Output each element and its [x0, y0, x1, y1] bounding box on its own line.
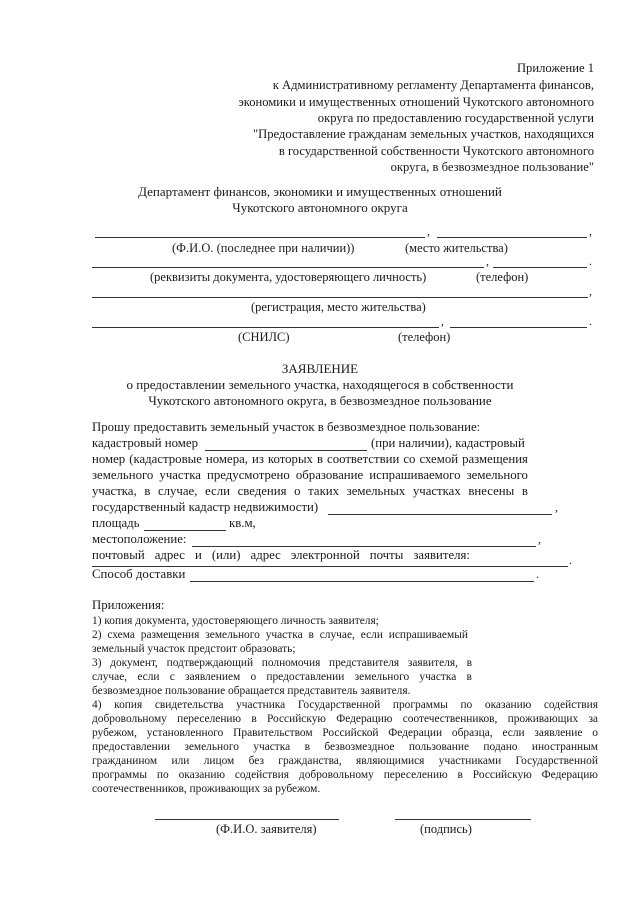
word: в — [521, 484, 528, 498]
word: (или) — [211, 548, 241, 562]
appendix-line: округа по предоставлению государственной услуги — [317, 111, 594, 125]
word: переселению — [177, 713, 242, 725]
comma: , — [589, 224, 592, 238]
signature-field-line[interactable] — [395, 819, 531, 820]
word: схемой — [419, 452, 459, 466]
id-document-caption: (реквизиты документа, удостоверяющего личность) — [150, 270, 427, 284]
word: адрес — [250, 548, 281, 562]
postal-address-label — [92, 548, 470, 563]
word: о — [250, 671, 257, 683]
attachment-item-4-line — [92, 754, 598, 768]
word: если — [502, 727, 525, 739]
word: свидетельства — [154, 699, 224, 711]
request-justified-line — [92, 452, 528, 467]
word: в — [466, 671, 472, 683]
word: испрашиваемый — [388, 629, 468, 641]
word: иностранным — [531, 741, 598, 753]
word: подтверждающий — [166, 657, 254, 669]
word: случае, — [92, 671, 128, 683]
attachment-item-4-line — [92, 698, 598, 712]
word: в — [466, 657, 472, 669]
word: содействия — [234, 769, 289, 781]
word: оказанию — [484, 699, 532, 711]
word: с — [169, 671, 175, 683]
comma: , — [441, 314, 444, 328]
attachments-title: Приложения: — [92, 598, 165, 612]
signature-caption: (подпись) — [420, 822, 472, 836]
word: гражданином — [92, 755, 158, 767]
word: таких — [308, 484, 340, 498]
period: . — [569, 553, 572, 567]
word: программы — [392, 699, 448, 711]
word: установленного — [146, 727, 224, 739]
word: рубежом, — [92, 727, 137, 739]
word: добровольному — [298, 769, 374, 781]
word: земельного — [354, 671, 410, 683]
comma: , — [538, 532, 541, 546]
word: о — [294, 484, 301, 498]
word: Правительством — [233, 727, 313, 739]
word: или — [171, 755, 190, 767]
word: схема — [107, 629, 135, 641]
word: участка — [253, 741, 291, 753]
word: по — [460, 699, 473, 711]
cadastral-label: кадастровый номер — [92, 436, 198, 450]
word: земельного — [92, 468, 154, 482]
fio-caption: (Ф.И.О. (последнее при наличии)) — [172, 241, 355, 255]
word: размещения — [140, 629, 200, 641]
word: 4) — [92, 699, 102, 711]
registration-caption: (регистрация, место жительства) — [251, 300, 426, 314]
word: размещения — [462, 452, 528, 466]
word: предоставлении — [266, 671, 345, 683]
appendix-line: округа, в безвозмездное пользование" — [390, 160, 594, 174]
word: участка — [419, 671, 457, 683]
word: случае, — [319, 629, 355, 641]
delivery-label: Способ доставки — [92, 567, 186, 581]
word: и — [195, 548, 202, 562]
word: предоставлении — [92, 741, 170, 753]
word: внесены — [468, 484, 515, 498]
statement-subtitle-line: о предоставлении земельного участка, находящегося в собственности — [126, 377, 514, 392]
word: пользование — [408, 741, 470, 753]
word: проживающих — [507, 713, 579, 725]
phone-caption: (телефон) — [476, 270, 529, 284]
word: которых — [267, 452, 313, 466]
word: земельного — [205, 629, 260, 641]
comma: , — [555, 500, 558, 514]
comma: , — [486, 254, 489, 268]
location-field-line[interactable] — [192, 546, 536, 547]
appendix-line: экономики и имущественных отношений Чукотского автономного — [238, 95, 594, 109]
word: если — [360, 629, 383, 641]
word: подано — [483, 741, 518, 753]
word: Российскую — [472, 769, 532, 781]
comma: , — [589, 284, 592, 298]
word: если — [137, 671, 160, 683]
fio-field-line[interactable] — [95, 237, 425, 238]
applicant-name-field-line[interactable] — [155, 819, 339, 820]
word: образца, — [451, 727, 493, 739]
word: гражданства, — [278, 755, 342, 767]
word: участниками — [438, 755, 502, 767]
appendix-label: Приложение 1 — [516, 61, 594, 75]
word: оказанию — [178, 769, 225, 781]
word: заявителя, — [407, 657, 458, 669]
word: предусмотрено — [207, 468, 290, 482]
word: программы — [92, 769, 147, 781]
attachment-item-3-line — [92, 656, 472, 670]
period: . — [536, 567, 539, 581]
word: со — [403, 452, 416, 466]
word: Федерацию — [336, 713, 393, 725]
word: если — [205, 484, 230, 498]
attachment-item-4-line — [92, 768, 598, 782]
word: Российской — [322, 727, 379, 739]
word: участка — [265, 629, 303, 641]
cadastral-number-field-line[interactable] — [205, 450, 367, 451]
word: в — [251, 713, 257, 725]
word: копия — [114, 699, 143, 711]
word: по — [156, 769, 169, 781]
word: номер — [92, 452, 126, 466]
residence-field-line[interactable] — [437, 237, 587, 238]
attachment-item-3-line: безвозмездное пользование обращается представитель заявителя. — [92, 685, 411, 697]
attachment-item-4-line — [92, 740, 598, 754]
word: лицом — [203, 755, 235, 767]
word: электронной — [290, 548, 360, 562]
attachment-item-1: 1) копия документа, удостоверяющего личность заявителя; — [92, 615, 379, 627]
word: документ, — [110, 657, 158, 669]
word: сведения — [237, 484, 287, 498]
word: случае, — [157, 484, 198, 498]
word: безвозмездное — [324, 741, 395, 753]
phone-field-line-2[interactable] — [450, 327, 587, 328]
word: из — [252, 452, 264, 466]
word: содействия — [543, 699, 598, 711]
word: 3) — [92, 657, 102, 669]
word: участника — [236, 699, 286, 711]
word: о — [592, 727, 598, 739]
statement-title: ЗАЯВЛЕНИЕ — [281, 361, 359, 376]
appendix-line: к Административному регламенту Департамента финансов, — [272, 78, 594, 92]
word: адрес — [154, 548, 185, 562]
word: (кадастровые — [129, 452, 202, 466]
snils-caption: (СНИЛС) — [238, 330, 290, 344]
word: заявителя: — [413, 548, 470, 562]
cadastral-suffix: (при наличии), кадастровый — [371, 436, 525, 450]
word: без — [248, 755, 264, 767]
delivery-field-line[interactable] — [190, 581, 534, 582]
comma: , — [427, 224, 430, 238]
residence-caption: (место жительства) — [405, 241, 508, 255]
area-field-line[interactable] — [144, 530, 226, 531]
word: заявление — [534, 727, 583, 739]
attachment-item-2-line — [92, 628, 468, 642]
area-unit: кв.м, — [229, 516, 256, 530]
word: в — [316, 452, 323, 466]
word: добровольному — [92, 713, 167, 725]
word: земельного — [184, 741, 239, 753]
area-label: площадь — [92, 516, 140, 530]
word: 2) — [92, 629, 102, 641]
recipient-line: Чукотского автономного округа — [232, 200, 408, 215]
period: . — [589, 314, 592, 328]
word: почты — [369, 548, 404, 562]
word: являющимися — [356, 755, 425, 767]
word: испрашиваемого — [369, 468, 461, 482]
word: номера, — [205, 452, 248, 466]
word: соответствии — [327, 452, 400, 466]
attachment-item-3-line — [92, 670, 472, 684]
word: земельных — [346, 484, 406, 498]
word: представителя — [329, 657, 400, 669]
period: . — [589, 254, 592, 268]
phone-caption-2: (телефон) — [398, 330, 451, 344]
recipient-line: Департамент финансов, экономики и имущественных отношений — [138, 184, 502, 199]
word: соотечественников, — [402, 713, 498, 725]
word: образование — [295, 468, 364, 482]
appendix-line: в государственной собственности Чукотского автономного — [278, 144, 594, 158]
appendix-line: "Предоставление гражданам земельных участков, находящихся — [252, 127, 594, 141]
attachment-item-2-line: земельный участок предстоит образовать; — [92, 643, 296, 655]
word: Государственной — [297, 699, 381, 711]
attachment-item-4-line: соотечественников, проживающих за рубежом. — [92, 783, 321, 795]
cadastral-numbers-field-line[interactable] — [328, 514, 552, 515]
word: за — [588, 713, 598, 725]
registry-line: государственный кадастр недвижимости) — [92, 500, 319, 514]
word: заявлением — [185, 671, 241, 683]
word: участках — [412, 484, 461, 498]
registration-field-line[interactable] — [92, 297, 588, 298]
word: в — [457, 769, 463, 781]
word: переселению — [383, 769, 448, 781]
word: Российскую — [266, 713, 326, 725]
id-document-field-line[interactable] — [92, 267, 484, 268]
location-label: местоположение: — [92, 532, 187, 546]
word: Государственной — [515, 755, 598, 767]
request-intro: Прошу предоставить земельный участок в безвозмездное пользование: — [92, 420, 481, 434]
attachment-item-4-line — [92, 726, 598, 740]
word: в — [308, 629, 314, 641]
word: полномочия — [261, 657, 321, 669]
word: Федерацию — [541, 769, 598, 781]
word: земельного — [466, 468, 528, 482]
phone-field-line[interactable] — [493, 267, 587, 268]
applicant-name-caption: (Ф.И.О. заявителя) — [216, 822, 317, 836]
word: Федерации — [388, 727, 443, 739]
statement-subtitle-line: Чукотского автономного округа, в безвозмездное пользование — [148, 393, 492, 408]
word: участка — [159, 468, 201, 482]
attachment-item-4-line — [92, 712, 598, 726]
word: в — [144, 484, 151, 498]
word: участка, — [92, 484, 137, 498]
word: в — [304, 741, 310, 753]
word: почтовый — [92, 548, 145, 562]
snils-field-line[interactable] — [92, 327, 439, 328]
request-justified-line — [92, 484, 528, 499]
request-justified-line — [92, 468, 528, 483]
